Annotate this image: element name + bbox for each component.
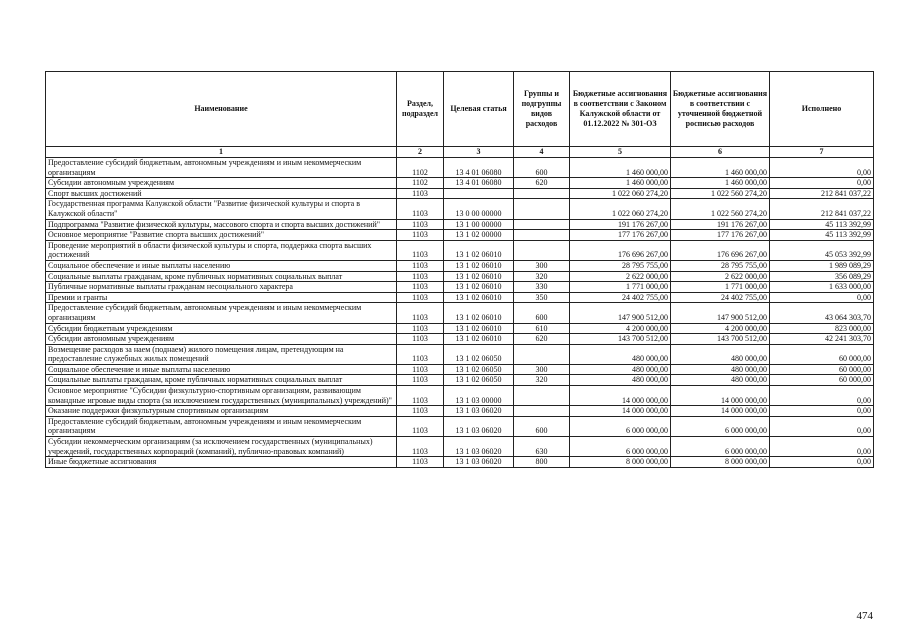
row-law-allocation: 6 000 000,00 — [570, 437, 671, 457]
table-row — [46, 334, 874, 345]
header-row — [46, 72, 874, 147]
row-name: Предоставление субсидий бюджетным, автономным учреждениям и иным некоммерческим организациям — [46, 158, 397, 178]
row-expense-group: 800 — [514, 457, 570, 468]
row-executed: 0,00 — [770, 158, 874, 178]
row-section: 1103 — [397, 364, 444, 375]
row-executed: 212 841 037,22 — [770, 188, 874, 199]
row-expense-group: 320 — [514, 375, 570, 386]
row-section: 1103 — [397, 375, 444, 386]
row-section: 1103 — [397, 219, 444, 230]
col-number: 2 — [397, 147, 444, 158]
row-refined-allocation: 6 000 000,00 — [671, 416, 770, 436]
row-refined-allocation: 24 402 755,00 — [671, 292, 770, 303]
table-row — [46, 364, 874, 375]
row-section: 1102 — [397, 158, 444, 178]
row-expense-group — [514, 344, 570, 364]
row-expense-group: 330 — [514, 282, 570, 293]
row-name: Государственная программа Калужской области "Развитие физической культуры и спорта в Калужской области" — [46, 199, 397, 219]
row-executed: 0,00 — [770, 457, 874, 468]
col-number: 4 — [514, 147, 570, 158]
row-name: Оказание поддержки физкультурным спортивным организациям — [46, 406, 397, 417]
row-law-allocation: 6 000 000,00 — [570, 416, 671, 436]
row-refined-allocation: 480 000,00 — [671, 375, 770, 386]
row-executed: 60 000,00 — [770, 344, 874, 364]
row-refined-allocation: 1 460 000,00 — [671, 158, 770, 178]
table-row — [46, 219, 874, 230]
row-executed: 1 633 000,00 — [770, 282, 874, 293]
row-name: Основное мероприятие "Развитие спорта высших достижений" — [46, 230, 397, 241]
row-section: 1103 — [397, 406, 444, 417]
row-name: Социальное обеспечение и иные выплаты населению — [46, 364, 397, 375]
budget-table — [45, 71, 874, 468]
row-expense-group — [514, 219, 570, 230]
row-executed: 0,00 — [770, 416, 874, 436]
row-law-allocation: 1 771 000,00 — [570, 282, 671, 293]
row-section: 1103 — [397, 188, 444, 199]
col-number: 5 — [570, 147, 671, 158]
table-row — [46, 457, 874, 468]
row-name: Основное мероприятие "Субсидии физкультурно-спортивным организациям, развивающим командные игровые виды спорта (за исключением государственных (муниципальных) учреждений)" — [46, 386, 397, 406]
row-section: 1103 — [397, 260, 444, 271]
table-row — [46, 437, 874, 457]
row-target-article: 13 1 02 06010 — [444, 271, 514, 282]
row-target-article: 13 1 02 06010 — [444, 323, 514, 334]
row-target-article: 13 1 03 06020 — [444, 437, 514, 457]
row-executed: 45 113 392,99 — [770, 219, 874, 230]
row-name: Субсидии бюджетным учреждениям — [46, 323, 397, 334]
row-executed: 356 089,29 — [770, 271, 874, 282]
row-executed: 0,00 — [770, 386, 874, 406]
row-expense-group — [514, 230, 570, 241]
row-expense-group — [514, 199, 570, 219]
row-law-allocation: 176 696 267,00 — [570, 240, 671, 260]
row-refined-allocation: 4 200 000,00 — [671, 323, 770, 334]
row-target-article: 13 1 03 06020 — [444, 457, 514, 468]
row-section: 1103 — [397, 437, 444, 457]
row-expense-group: 300 — [514, 364, 570, 375]
row-section: 1103 — [397, 344, 444, 364]
table-row — [46, 303, 874, 323]
row-name: Предоставление субсидий бюджетным, автономным учреждениям и иным некоммерческим организациям — [46, 416, 397, 436]
row-law-allocation: 480 000,00 — [570, 344, 671, 364]
row-executed: 0,00 — [770, 178, 874, 189]
row-target-article: 13 1 03 00000 — [444, 386, 514, 406]
row-name: Предоставление субсидий бюджетным, автономным учреждениям и иным некоммерческим организациям — [46, 303, 397, 323]
row-expense-group: 620 — [514, 178, 570, 189]
row-law-allocation: 480 000,00 — [570, 375, 671, 386]
row-expense-group: 600 — [514, 158, 570, 178]
row-law-allocation: 4 200 000,00 — [570, 323, 671, 334]
row-section: 1103 — [397, 457, 444, 468]
row-target-article — [444, 188, 514, 199]
col-number: 3 — [444, 147, 514, 158]
row-executed: 212 841 037,22 — [770, 199, 874, 219]
row-refined-allocation: 1 771 000,00 — [671, 282, 770, 293]
row-refined-allocation: 1 022 560 274,20 — [671, 188, 770, 199]
col-number: 1 — [46, 147, 397, 158]
row-target-article: 13 1 02 06010 — [444, 260, 514, 271]
row-target-article: 13 1 02 06010 — [444, 292, 514, 303]
page-number: 474 — [856, 610, 873, 622]
row-expense-group: 350 — [514, 292, 570, 303]
table-row — [46, 406, 874, 417]
row-section: 1103 — [397, 334, 444, 345]
row-law-allocation: 14 000 000,00 — [570, 406, 671, 417]
table-row — [46, 416, 874, 436]
row-expense-group — [514, 240, 570, 260]
table-row — [46, 271, 874, 282]
row-target-article: 13 4 01 06080 — [444, 158, 514, 178]
row-executed: 0,00 — [770, 406, 874, 417]
row-section: 1103 — [397, 386, 444, 406]
row-name: Социальные выплаты гражданам, кроме публичных нормативных социальных выплат — [46, 375, 397, 386]
header-section: Раздел, подраздел — [397, 72, 444, 147]
row-section: 1103 — [397, 282, 444, 293]
row-refined-allocation: 480 000,00 — [671, 364, 770, 375]
row-refined-allocation: 191 176 267,00 — [671, 219, 770, 230]
col-number: 7 — [770, 147, 874, 158]
row-refined-allocation: 147 900 512,00 — [671, 303, 770, 323]
row-refined-allocation: 14 000 000,00 — [671, 406, 770, 417]
row-law-allocation: 177 176 267,00 — [570, 230, 671, 241]
row-target-article: 13 1 02 06050 — [444, 375, 514, 386]
row-law-allocation: 1 022 060 274,20 — [570, 188, 671, 199]
row-target-article: 13 4 01 06080 — [444, 178, 514, 189]
table-row — [46, 386, 874, 406]
header-expense-groups: Группы и подгруппы видов расходов — [514, 72, 570, 147]
row-target-article: 13 1 02 06010 — [444, 334, 514, 345]
row-name: Спорт высших достижений — [46, 188, 397, 199]
table-body — [46, 158, 874, 468]
row-law-allocation: 8 000 000,00 — [570, 457, 671, 468]
table-row — [46, 323, 874, 334]
row-target-article: 13 0 00 00000 — [444, 199, 514, 219]
row-executed: 60 000,00 — [770, 375, 874, 386]
header-executed: Исполнено — [770, 72, 874, 147]
row-target-article: 13 1 02 06050 — [444, 344, 514, 364]
row-section: 1102 — [397, 178, 444, 189]
row-section: 1103 — [397, 303, 444, 323]
row-executed: 1 989 089,29 — [770, 260, 874, 271]
row-law-allocation: 1 022 060 274,20 — [570, 199, 671, 219]
row-section: 1103 — [397, 292, 444, 303]
row-section: 1103 — [397, 230, 444, 241]
row-name: Социальные выплаты гражданам, кроме публичных нормативных социальных выплат — [46, 271, 397, 282]
table-row — [46, 260, 874, 271]
row-refined-allocation: 143 700 512,00 — [671, 334, 770, 345]
row-executed: 45 113 392,99 — [770, 230, 874, 241]
row-refined-allocation: 1 022 560 274,20 — [671, 199, 770, 219]
row-refined-allocation: 14 000 000,00 — [671, 386, 770, 406]
row-expense-group — [514, 188, 570, 199]
row-law-allocation: 1 460 000,00 — [570, 158, 671, 178]
row-expense-group: 610 — [514, 323, 570, 334]
header-target-article: Целевая статья — [444, 72, 514, 147]
table-row — [46, 282, 874, 293]
row-law-allocation: 147 900 512,00 — [570, 303, 671, 323]
row-target-article: 13 1 03 06020 — [444, 416, 514, 436]
row-expense-group: 300 — [514, 260, 570, 271]
row-executed: 42 241 303,70 — [770, 334, 874, 345]
row-name: Публичные нормативные выплаты гражданам несоциального характера — [46, 282, 397, 293]
row-refined-allocation: 2 622 000,00 — [671, 271, 770, 282]
row-law-allocation: 28 795 755,00 — [570, 260, 671, 271]
table-row — [46, 344, 874, 364]
row-section: 1103 — [397, 240, 444, 260]
row-executed: 45 053 392,99 — [770, 240, 874, 260]
row-name: Проведение мероприятий в области физической культуры и спорта, поддержка спорта высших достижений — [46, 240, 397, 260]
row-name: Премии и гранты — [46, 292, 397, 303]
row-law-allocation: 2 622 000,00 — [570, 271, 671, 282]
table-row — [46, 178, 874, 189]
row-expense-group: 320 — [514, 271, 570, 282]
table-row — [46, 188, 874, 199]
row-executed: 43 064 303,70 — [770, 303, 874, 323]
row-target-article: 13 1 02 00000 — [444, 230, 514, 241]
row-refined-allocation: 177 176 267,00 — [671, 230, 770, 241]
row-refined-allocation: 480 000,00 — [671, 344, 770, 364]
table-row — [46, 240, 874, 260]
row-target-article: 13 1 03 06020 — [444, 406, 514, 417]
row-executed: 0,00 — [770, 437, 874, 457]
table-row — [46, 158, 874, 178]
row-executed: 823 000,00 — [770, 323, 874, 334]
header-refined-allocations: Бюджетные ассигнования в соответствии с уточненной бюджетной росписью расходов — [671, 72, 770, 147]
row-name: Субсидии автономным учреждениям — [46, 334, 397, 345]
row-section: 1103 — [397, 199, 444, 219]
row-executed: 60 000,00 — [770, 364, 874, 375]
col-number: 6 — [671, 147, 770, 158]
row-law-allocation: 1 460 000,00 — [570, 178, 671, 189]
row-law-allocation: 191 176 267,00 — [570, 219, 671, 230]
row-expense-group — [514, 386, 570, 406]
row-expense-group — [514, 406, 570, 417]
row-target-article: 13 1 00 00000 — [444, 219, 514, 230]
row-refined-allocation: 8 000 000,00 — [671, 457, 770, 468]
row-executed: 0,00 — [770, 292, 874, 303]
column-number-row — [46, 147, 874, 158]
row-target-article: 13 1 02 06010 — [444, 240, 514, 260]
row-section: 1103 — [397, 323, 444, 334]
row-target-article: 13 1 02 06010 — [444, 282, 514, 293]
row-name: Социальное обеспечение и иные выплаты населению — [46, 260, 397, 271]
row-law-allocation: 14 000 000,00 — [570, 386, 671, 406]
table-row — [46, 199, 874, 219]
header-law-allocations: Бюджетные ассигнования в соответствии с Законом Калужской области от 01.12.2022 № 301-ОЗ — [570, 72, 671, 147]
row-expense-group: 620 — [514, 334, 570, 345]
row-refined-allocation: 176 696 267,00 — [671, 240, 770, 260]
row-expense-group: 600 — [514, 416, 570, 436]
row-target-article: 13 1 02 06010 — [444, 303, 514, 323]
row-section: 1103 — [397, 416, 444, 436]
row-refined-allocation: 1 460 000,00 — [671, 178, 770, 189]
row-refined-allocation: 6 000 000,00 — [671, 437, 770, 457]
row-expense-group: 630 — [514, 437, 570, 457]
table-row — [46, 292, 874, 303]
row-name: Иные бюджетные ассигнования — [46, 457, 397, 468]
row-law-allocation: 143 700 512,00 — [570, 334, 671, 345]
table-row — [46, 375, 874, 386]
row-name: Подпрограмма "Развитие физической культуры, массового спорта и спорта высших достижений" — [46, 219, 397, 230]
row-law-allocation: 24 402 755,00 — [570, 292, 671, 303]
row-name: Субсидии некоммерческим организациям (за исключением государственных (муниципальных) учреждений, государственных корпораций (компаний), публично-правовых компаний) — [46, 437, 397, 457]
table-row — [46, 230, 874, 241]
row-name: Субсидии автономным учреждениям — [46, 178, 397, 189]
header-name: Наименование — [46, 72, 397, 147]
row-target-article: 13 1 02 06050 — [444, 364, 514, 375]
row-law-allocation: 480 000,00 — [570, 364, 671, 375]
row-expense-group: 600 — [514, 303, 570, 323]
row-section: 1103 — [397, 271, 444, 282]
row-refined-allocation: 28 795 755,00 — [671, 260, 770, 271]
row-name: Возмещение расходов за наем (поднаем) жилого помещения лицам, претендующим на предоставление служебных жилых помещений — [46, 344, 397, 364]
